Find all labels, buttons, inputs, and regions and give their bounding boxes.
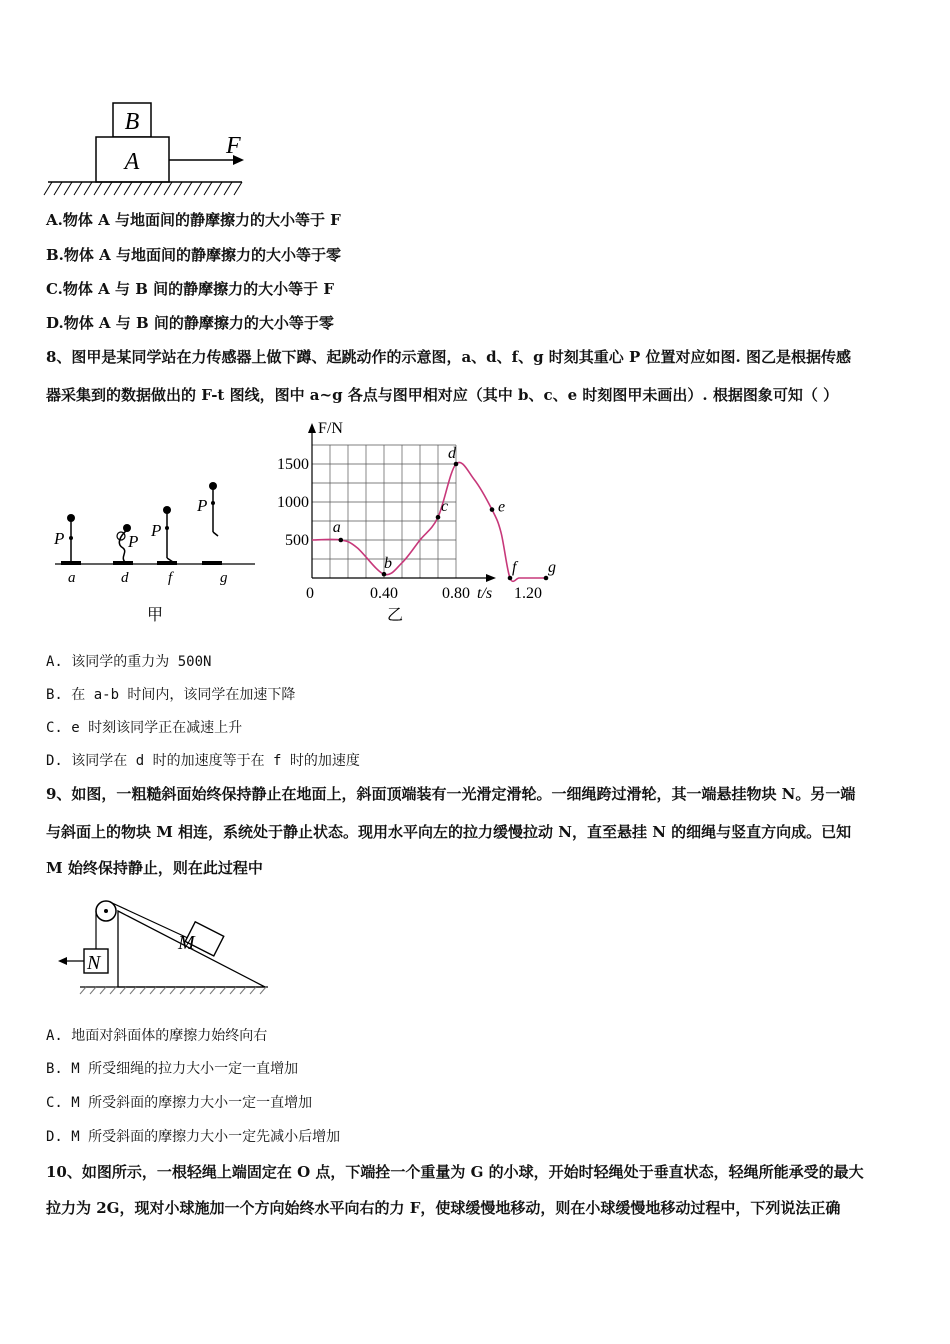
y-tick-label: 1500 — [277, 456, 309, 473]
point-f — [508, 576, 513, 581]
figure-d — [113, 524, 138, 586]
x-axis-arrow — [486, 574, 496, 582]
block-b-label: B — [124, 109, 140, 135]
point-b — [382, 572, 387, 577]
block-m-label: M — [178, 932, 195, 954]
q8-option-b: B. 在 a-b 时间内，该同学在加速下降 — [46, 687, 296, 703]
point-e — [490, 507, 495, 512]
point-c — [436, 515, 441, 520]
x-axis-label: t/s — [477, 585, 493, 602]
x-tick-label: 1.20 — [514, 585, 542, 602]
point-label-d: d — [448, 445, 456, 462]
point-label-f: f — [512, 559, 517, 576]
chart-ticks — [277, 456, 542, 602]
svg-text:P: P — [54, 529, 65, 548]
y-tick-label: 500 — [285, 532, 309, 549]
svg-text:P: P — [128, 532, 139, 551]
q9-stem-line1: 9、如图，一粗糙斜面始终保持静止在地面上，斜面顶端装有一光滑定滑轮。一细绳跨过滑轮，其一端悬挂物块 N。另一端 — [46, 785, 856, 803]
q9-option-d: D. M 所受斜面的摩擦力大小一定先减小后增加 — [46, 1129, 341, 1145]
x-tick-label: 0 — [306, 585, 314, 602]
figure-jia-caption: 甲 — [146, 607, 164, 624]
q8-figure-jia — [50, 470, 260, 630]
q7-option-b: B.物体 A 与地面间的静摩擦力的大小等于零 — [46, 246, 341, 264]
point-a — [339, 538, 344, 543]
y-axis-label: F/N — [318, 420, 343, 437]
point-label-b: b — [384, 555, 392, 573]
q9-option-b: B. M 所受细绳的拉力大小一定一直增加 — [46, 1061, 299, 1077]
q9-option-a: A. 地面对斜面体的摩擦力始终向右 — [46, 1028, 268, 1044]
x-tick-label: 0.40 — [370, 585, 398, 602]
point-label-g: g — [548, 559, 556, 576]
q7-option-a: A.物体 A 与地面间的静摩擦力的大小等于 F — [46, 211, 341, 229]
q7-block-figure — [40, 95, 260, 205]
q9-stem-line3: M 始终保持静止，则在此过程中 — [46, 859, 263, 877]
pull-arrow-head — [58, 957, 67, 965]
block-n-label: N — [87, 952, 101, 974]
ground-hatch-q9 — [80, 987, 266, 994]
point-label-e: e — [498, 498, 506, 516]
q7-option-c: C.物体 A 与 B 间的静摩擦力的大小等于 F — [46, 280, 334, 298]
q8-ft-chart — [262, 415, 556, 630]
figure-yi-caption: 乙 — [386, 607, 404, 624]
svg-text:P: P — [151, 521, 162, 540]
q8-option-c: C. e 时刻该同学正在减速上升 — [46, 720, 243, 736]
q10-stem-line1: 10、如图所示，一根轻绳上端固定在 O 点，下端拴一个重量为 G 的小球，开始时轻绳处于垂直状态，轻绳所能承受的最大 — [46, 1163, 864, 1181]
q8-stem-line2: 器采集到的数据做出的 F-t 图线，图中 a~g 各点与图甲相对应（其中 b、c、e 时刻图甲未画出）. 根据图象可知（ ） — [46, 386, 839, 404]
svg-text:f: f — [168, 570, 173, 586]
q8-option-a: A. 该同学的重力为 500N — [46, 654, 212, 670]
figure-f — [150, 506, 177, 586]
figure-a — [53, 514, 81, 586]
q9-incline-figure — [50, 893, 280, 1003]
y-tick-label: 1000 — [277, 494, 309, 511]
q8-option-d: D. 该同学在 d 时的加速度等于在 f 时的加速度 — [46, 753, 360, 769]
q8-stem-line1: 8、图甲是某同学站在力传感器上做下蹲、起跳动作的示意图，a、d、f、g 时刻其重心 P 位置对应如图. 图乙是根据传感 — [46, 348, 851, 366]
q9-stem-line2: 与斜面上的物块 M 相连，系统处于静止状态。现用水平向左的拉力缓慢拉动 N，直至悬挂 N 的细绳与竖直方向成。已知 — [46, 823, 852, 841]
q9-option-c: C. M 所受斜面的摩擦力大小一定一直增加 — [46, 1095, 313, 1111]
svg-text:d: d — [121, 570, 129, 586]
q10-stem-line2: 拉力为 2G，现对小球施加一个方向始终水平向右的力 F，使球缓慢地移动，则在小球缓慢地移动过程中，下列说法正确 — [46, 1199, 841, 1217]
point-g — [544, 576, 549, 581]
ground-hatch — [44, 182, 242, 195]
svg-text:P: P — [197, 496, 208, 515]
q7-option-d: D.物体 A 与 B 间的静摩擦力的大小等于零 — [46, 314, 334, 332]
figure-g — [196, 482, 228, 586]
y-axis-arrow — [308, 423, 316, 433]
point-label-a: a — [332, 519, 341, 536]
ft-curve — [312, 462, 546, 581]
block-a-label: A — [124, 149, 140, 175]
x-tick-label: 0.80 — [442, 585, 470, 602]
force-label: F — [226, 133, 241, 159]
svg-text:g: g — [220, 570, 228, 586]
point-d — [454, 462, 459, 467]
point-label-c: c — [441, 498, 449, 516]
svg-text:a: a — [68, 570, 76, 586]
